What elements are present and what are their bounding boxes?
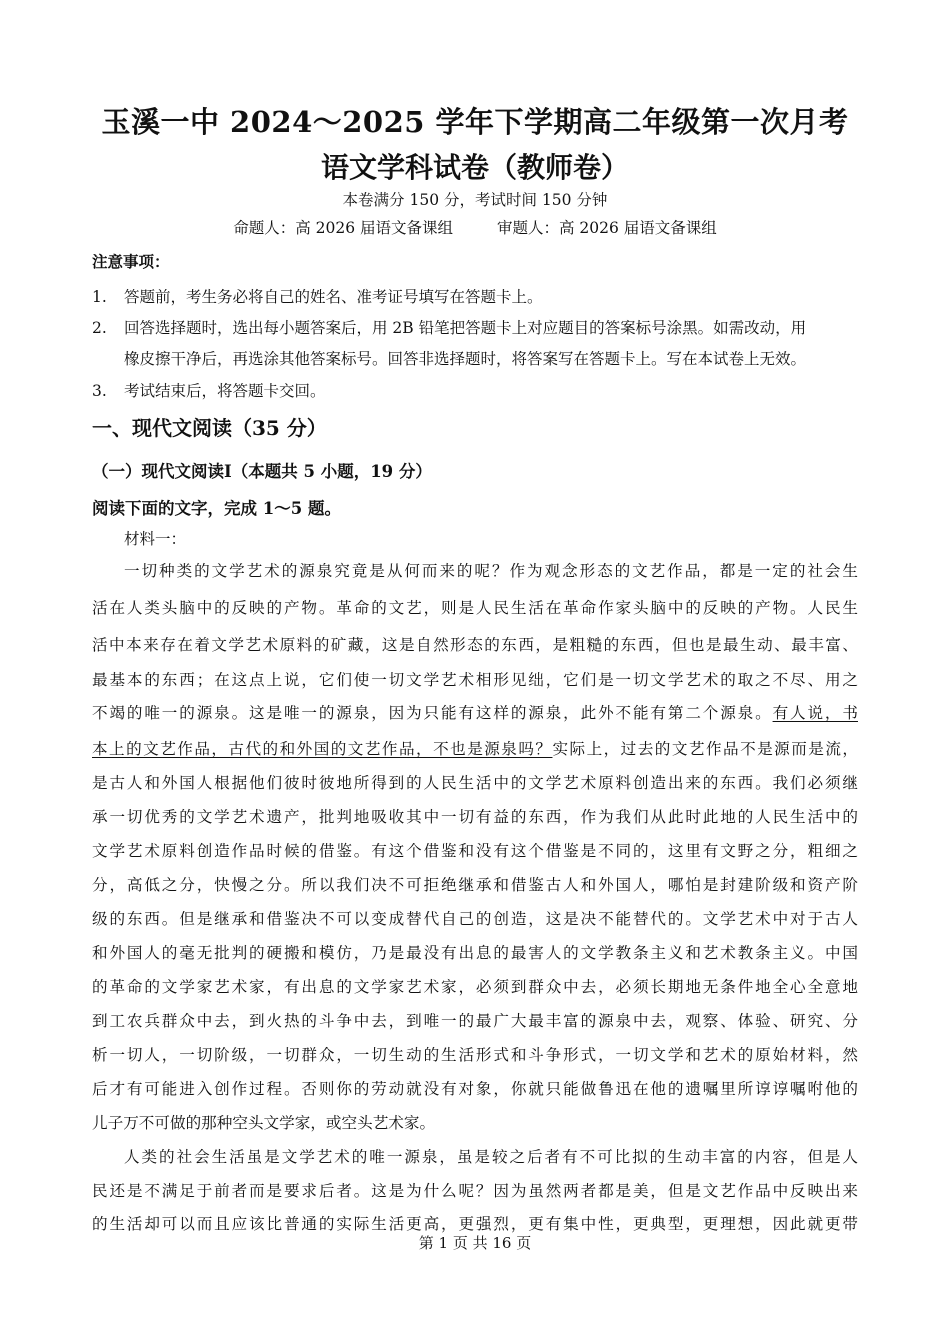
passage-line: 分，高低之分，快慢之分。所以我们决不可拒绝继承和借鉴古人和外国人，哪怕是封建阶级和资产阶	[92, 876, 858, 894]
passage-line: 人类的社会生活虽是文学艺术的唯一源泉，虽是较之后者有不可比拟的生动丰富的内容，但是人	[124, 1148, 858, 1166]
reading-instruction: 阅读下面的文字，完成 1～5 题。	[92, 499, 341, 518]
notice-item-number: 1.	[92, 288, 107, 306]
underlined-question: 有人说，书	[772, 704, 858, 722]
notice-item-text: 答题前，考生务必将自己的姓名、准考证号填写在答题卡上。	[124, 288, 543, 306]
notice-item-text: 考试结束后，将答题卡交回。	[124, 382, 326, 400]
section-heading: 一、现代文阅读（35 分）	[92, 416, 327, 440]
passage-text: 不竭的唯一的源泉。这是唯一的源泉，因为只能有这样的源泉，此外不能有第二个源泉。	[92, 704, 773, 722]
passage-text: 实际上，过去的文艺作品不是源而是流，	[552, 740, 858, 758]
passage-line: 活在人类头脑中的反映的产物。革命的文艺，则是人民生活在革命作家头脑中的反映的产物。人民生	[92, 599, 858, 617]
underlined-question: 本上的文艺作品，古代的和外国的文艺作品，不也是源泉吗？	[92, 740, 553, 758]
notice-item-text: 橡皮擦干净后，再选涂其他答案标号。回答非选择题时，将答案写在答题卡上。写在本试卷上无效。	[124, 350, 807, 368]
passage-line: 后才有可能进入创作过程。否则你的劳动就没有对象，你就只能做鲁迅在他的遗嘱里所谆谆嘱咐他的	[92, 1080, 858, 1098]
passage-line: 一切种类的文学艺术的源泉究竟是从何而来的呢？作为观念形态的文艺作品，都是一定的社会生	[124, 562, 858, 580]
notice-item	[92, 316, 872, 338]
notice-item-number: 2.	[92, 319, 107, 337]
section-subheading: （一）现代文阅读Ⅰ（本题共 5 小题，19 分）	[92, 462, 432, 481]
passage-line: 析一切人，一切阶级，一切群众，一切生动的生活形式和斗争形式，一切文学和艺术的原始材料，然	[92, 1046, 858, 1064]
notice-item-number: 3.	[92, 382, 107, 400]
passage-line: 承一切优秀的文学艺术遗产，批判地吸收其中一切有益的东西，作为我们从此时此地的人民生活中的	[92, 808, 858, 826]
exam-info: 本卷满分 150 分，考试时间 150 分钟	[342, 191, 608, 209]
material-label: 材料一：	[124, 530, 187, 548]
notice-item	[92, 379, 872, 401]
passage-line: 的革命的文学家艺术家，有出息的文学家艺术家，必须到群众中去，必须长期地无条件地全心全意地	[92, 978, 858, 996]
passage-line: 儿子万不可做的那种空头文学家，或空头艺术家。	[92, 1114, 436, 1132]
setter-label: 命题人：高 2026 届语文备课组	[233, 219, 453, 237]
passage-line: 最基本的东西；在这点上说，它们使一切文学艺术相形见绌，它们是一切文学艺术的取之不尽、用之	[92, 671, 858, 689]
passage-line: 和外国人的毫无批判的硬搬和模仿，乃是最没有出息的最害人的文学教条主义和艺术教条主义。中国	[92, 944, 858, 962]
passage-line	[92, 738, 858, 760]
passage-line: 是古人和外国人根据他们彼时彼地所得到的人民生活中的文学艺术原料创造出来的东西。我们必须继	[92, 774, 858, 792]
passage-line: 到工农兵群众中去，到火热的斗争中去，到唯一的最广大最丰富的源泉中去，观察、体验、研究、分	[92, 1012, 858, 1030]
exam-subtitle: 语文学科试卷（教师卷）	[320, 151, 629, 184]
passage-line: 级的东西。但是继承和借鉴决不可以变成替代自己的创造，这是决不能替代的。文学艺术中对于古人	[92, 910, 858, 928]
notice-heading: 注意事项：	[92, 252, 170, 271]
exam-title: 玉溪一中 2024～2025 学年下学期高二年级第一次月考	[101, 105, 849, 139]
page-number: 第 1 页 共 16 页	[418, 1234, 532, 1252]
reviewer-label: 审题人：高 2026 届语文备课组	[497, 219, 717, 237]
exam-authors	[0, 216, 950, 238]
notice-item-text: 回答选择题时，选出每小题答案后，用 2B 铅笔把答题卡上对应题目的答案标号涂黑。如需改动，用	[124, 319, 807, 337]
notice-item	[92, 285, 872, 307]
passage-line: 文学艺术原料创造作品时候的借鉴。有这个借鉴和没有这个借鉴是不同的，这里有文野之分，粗细之	[92, 842, 858, 860]
passage-line: 民还是不满足于前者而是要求后者。这是为什么呢？因为虽然两者都是美，但是文艺作品中反映出来	[92, 1182, 858, 1200]
passage-line	[92, 702, 858, 724]
passage-line: 活中本来存在着文学艺术原料的矿藏，这是自然形态的东西，是粗糙的东西，但也是最生动、最丰富、	[92, 636, 858, 654]
notice-item-continuation	[124, 347, 904, 369]
passage-line: 的生活却可以而且应该比普通的实际生活更高，更强烈，更有集中性，更典型，更理想，因此就更带	[92, 1215, 858, 1233]
